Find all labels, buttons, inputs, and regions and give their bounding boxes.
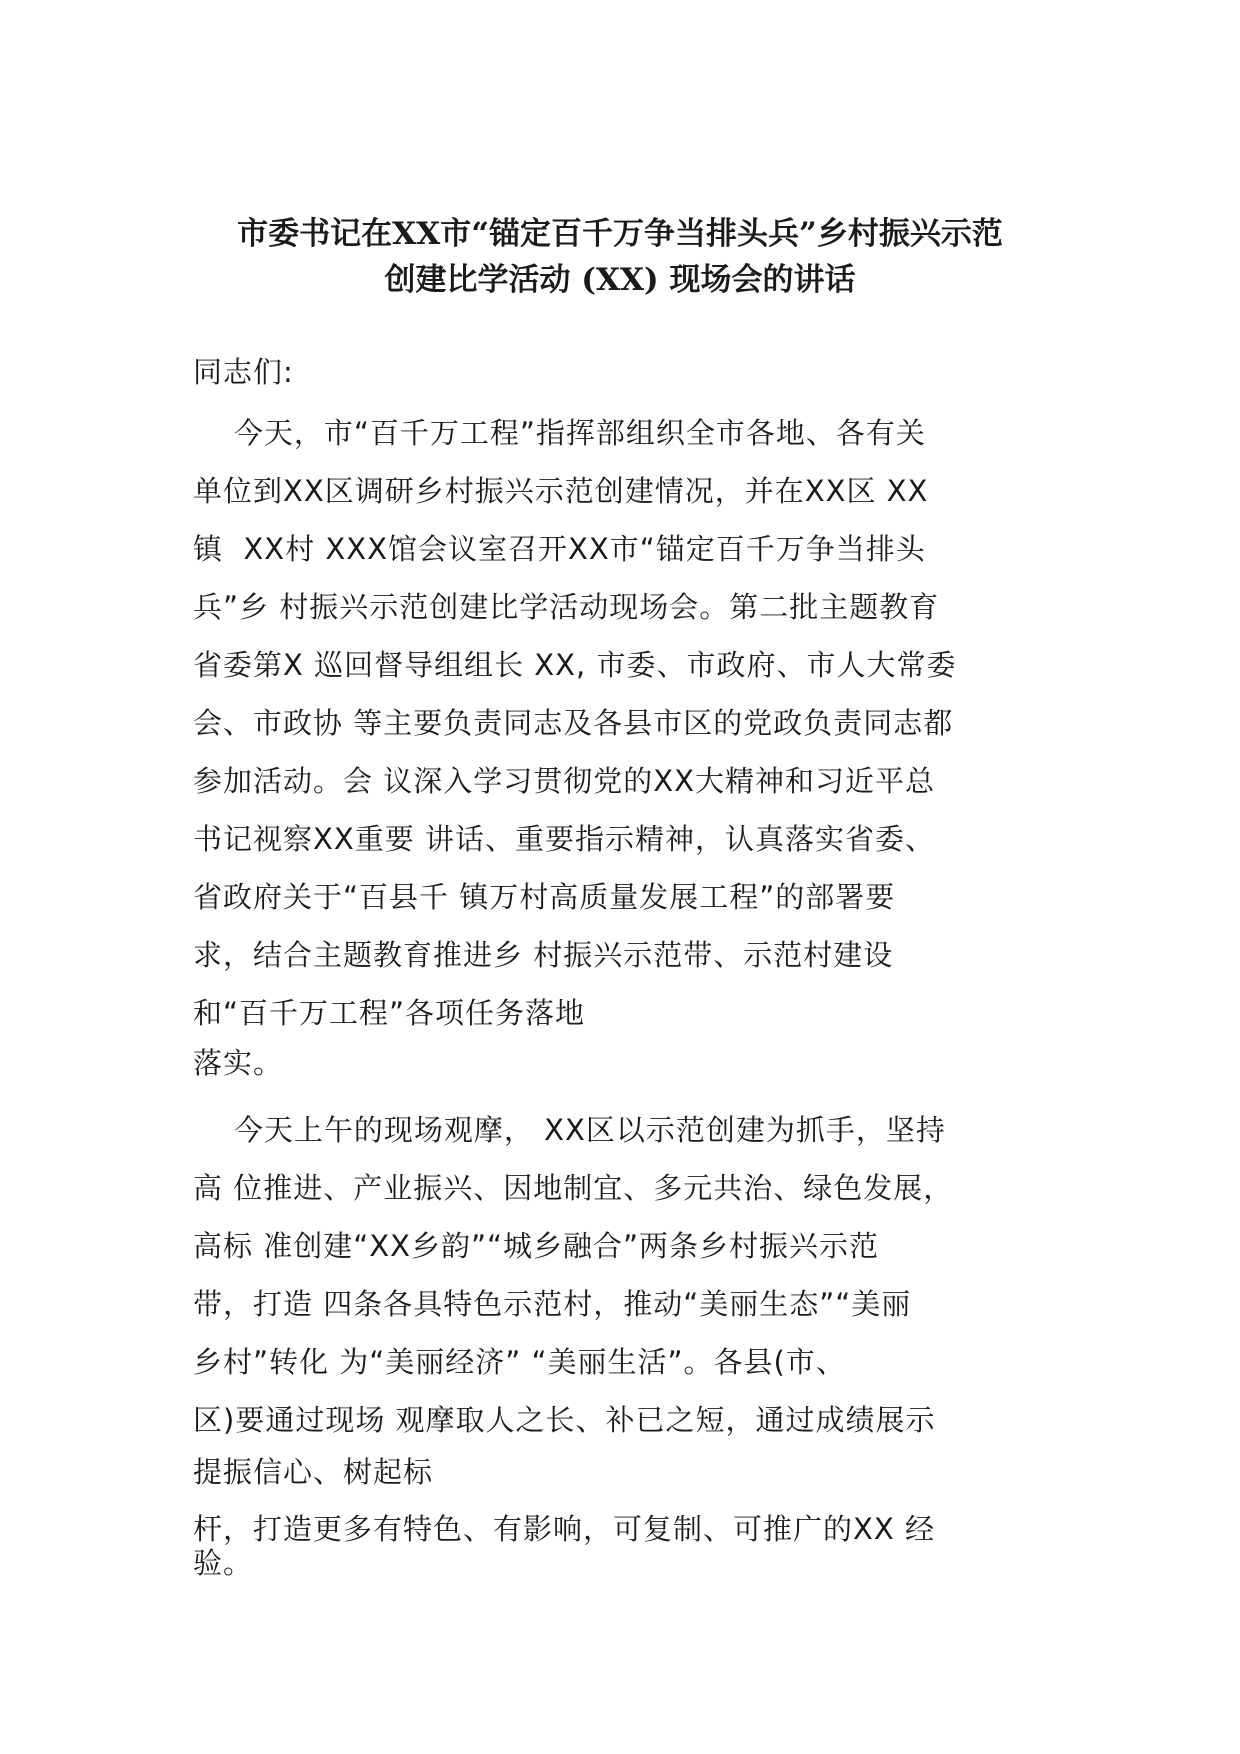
document-title-line-1: 市委书记在XX市“锚定百千万争当排头兵”乡村振兴示范 [237,216,1003,252]
paragraph-line: 会、市政协 等主要负责同志及各县市区的党政负责同志都 [193,706,954,740]
document-title-line-2: 创建比学活动 (XX) 现场会的讲话 [384,262,856,298]
paragraph-line: 单位到XX区调研乡村振兴示范创建情况，并在XX区 XX [193,474,929,508]
paragraph-line: 参加活动。会 议深入学习贯彻党的XX大精神和习近平总 [193,764,935,798]
paragraph-line: 区)要通过现场 观摩取人之长、补已之短，通过成绩展示 [193,1403,936,1437]
paragraph-line: 高标 准创建“XX乡韵”“城乡融合”两条乡村振兴示范 [193,1229,880,1263]
paragraph-line: 和“百千万工程”各项任务落地 [193,996,586,1030]
paragraph-line: 乡村”转化 为“美丽经济” “美丽生活”。各县(市、 [193,1345,846,1379]
paragraph-line: 今天上午的现场观摩， XX区以示范创建为抓手，坚持 [193,1113,946,1147]
paragraph-line: 镇 XX村 XXX馆会议室召开XX市“锚定百千万争当排头 [193,532,926,566]
paragraph-line: 杆，打造更多有特色、有影响，可复制、可推广的XX 经 [193,1512,935,1546]
paragraph-line: 提振信心、树起标 [193,1455,434,1489]
paragraph-line: 兵”乡 村振兴示范创建比学活动现场会。第二批主题教育 [193,590,940,624]
salutation: 同志们: [193,355,294,389]
paragraph-line: 高 位推进、产业振兴、因地制宜、多元共治、绿色发展， [193,1171,954,1205]
paragraph-line: 省政府关于“百县千 镇万村高质量发展工程”的部署要 [193,880,896,914]
paragraph-line: 求，结合主题教育推进乡 村振兴示范带、示范村建设 [193,938,894,972]
paragraph-line: 落实。 [193,1046,284,1080]
paragraph-line: 带，打造 四条各具特色示范村，推动“美丽生态”“美丽 [193,1287,912,1321]
paragraph-line: 书记视察XX重要 讲话、重要指示精神，认真落实省委、 [193,822,935,856]
paragraph-line: 今天，市“百千万工程”指挥部组织全市各地、各有关 [193,416,926,450]
paragraph-line: 验。 [193,1546,254,1580]
paragraph-line: 省委第X 巡回督导组组长 XX, 市委、市政府、市人大常委 [193,648,957,682]
